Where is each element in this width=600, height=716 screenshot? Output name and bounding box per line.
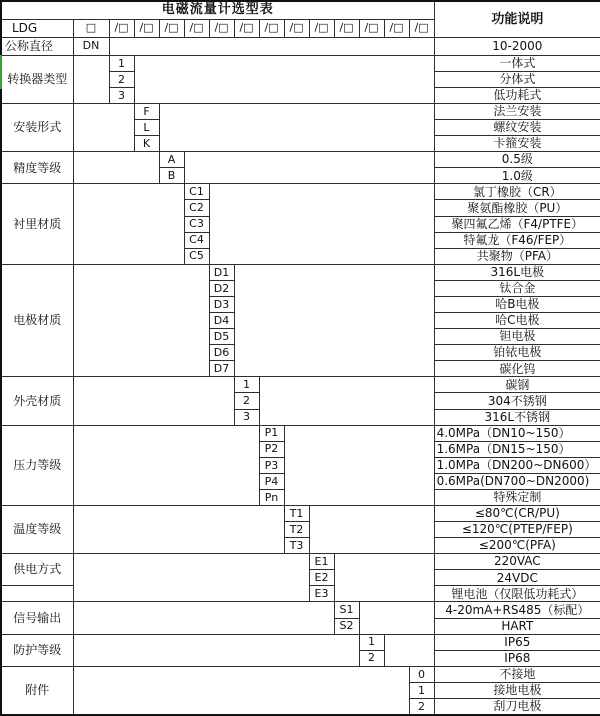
code-cell: 1 <box>409 682 434 698</box>
desc-cell: 0.6MPa(DN700~DN2000) <box>434 473 600 489</box>
code-cell: 1 <box>234 377 259 393</box>
section-label-accessories: 附件 <box>1 666 73 715</box>
desc-cell: 钛合金 <box>434 280 600 296</box>
code-slot-icon: /□ <box>409 19 434 37</box>
desc-cell: IP65 <box>434 634 600 650</box>
code-cell: D6 <box>209 345 234 361</box>
desc-cell: 聚氨酯橡胶（PU） <box>434 200 600 216</box>
desc-cell: 不接地 <box>434 666 600 682</box>
code-cell: 1 <box>359 634 384 650</box>
spacer-cell <box>284 425 434 505</box>
code-slot-icon: /□ <box>109 19 134 37</box>
table-title: 电磁流量计选型表 <box>1 1 434 19</box>
desc-cell: 接地电极 <box>434 682 600 698</box>
code-cell: 3 <box>234 409 259 425</box>
code-cell: P2 <box>259 441 284 457</box>
spacer-cell <box>73 184 184 264</box>
desc-cell: 螺纹安装 <box>434 120 600 136</box>
desc-cell: 304不锈钢 <box>434 393 600 409</box>
desc-cell: ≤80℃(CR/PU) <box>434 505 600 521</box>
desc-cell: HART <box>434 618 600 634</box>
code-cell: S1 <box>334 602 359 618</box>
code-cell: 2 <box>359 650 384 666</box>
spacer-cell <box>73 634 359 666</box>
code-slot-icon: /□ <box>259 19 284 37</box>
code-cell: C5 <box>184 248 209 264</box>
code-cell: 0 <box>409 666 434 682</box>
code-cell: D5 <box>209 329 234 345</box>
section-label-accuracy-grade: 精度等级 <box>1 152 73 184</box>
desc-cell: 4-20mA+RS485（标配） <box>434 602 600 618</box>
desc-cell: 特氟龙（F46/FEP） <box>434 232 600 248</box>
code-slot-icon: /□ <box>184 19 209 37</box>
desc-cell: 316L不锈钢 <box>434 409 600 425</box>
code-cell: D3 <box>209 296 234 312</box>
code-slot-icon: /□ <box>234 19 259 37</box>
desc-cell: 哈C电极 <box>434 313 600 329</box>
desc-cell: 一体式 <box>434 55 600 71</box>
code-cell: P3 <box>259 457 284 473</box>
code-cell: T1 <box>284 505 309 521</box>
code-cell: A <box>159 152 184 168</box>
code-cell: C4 <box>184 232 209 248</box>
code-cell: E2 <box>309 570 334 586</box>
scan-artifact <box>0 55 2 89</box>
section-label-installation-type: 安装形式 <box>1 104 73 152</box>
spacer-cell <box>73 55 109 103</box>
code-cell: 2 <box>234 393 259 409</box>
desc-cell: 低功耗式 <box>434 87 600 103</box>
code-slot-icon: /□ <box>159 19 184 37</box>
section-label-electrode-material: 电极材质 <box>1 264 73 377</box>
code-cell: T2 <box>284 522 309 538</box>
spacer-cell <box>159 104 434 152</box>
spacer-cell <box>73 152 159 184</box>
desc-cell: 共聚物（PFA） <box>434 248 600 264</box>
section-label-housing-material: 外壳材质 <box>1 377 73 425</box>
code-cell: Pn <box>259 489 284 505</box>
spacer-cell <box>1 586 73 602</box>
code-cell: P4 <box>259 473 284 489</box>
spacer-cell <box>359 602 434 634</box>
spacer-cell <box>73 264 209 377</box>
section-label-temperature-rating: 温度等级 <box>1 505 73 553</box>
code-slot-icon: /□ <box>134 19 159 37</box>
spacer-cell <box>309 505 434 553</box>
section-label-pressure-rating: 压力等级 <box>1 425 73 505</box>
desc-cell: 碳化钨 <box>434 361 600 377</box>
desc-cell: 10-2000 <box>434 37 600 55</box>
code-cell: S2 <box>334 618 359 634</box>
code-cell: D4 <box>209 313 234 329</box>
code-cell: C3 <box>184 216 209 232</box>
desc-cell: 1.0级 <box>434 168 600 184</box>
code-cell: T3 <box>284 538 309 554</box>
desc-cell: 锂电池（仅限低功耗式） <box>434 586 600 602</box>
code-cell: D1 <box>209 264 234 280</box>
code-cell: B <box>159 168 184 184</box>
desc-cell: 1.0MPa（DN200~DN600） <box>434 457 600 473</box>
spacer-cell <box>73 425 259 505</box>
spacer-cell <box>134 55 434 103</box>
code-cell: DN <box>73 37 109 55</box>
code-cell: E3 <box>309 586 334 602</box>
code-slot-icon: /□ <box>359 19 384 37</box>
code-cell: E1 <box>309 554 334 570</box>
function-column-header: 功能说明 <box>434 1 600 37</box>
section-label-nominal-diameter: 公称直径 <box>1 37 73 55</box>
section-label-power-supply: 供电方式 <box>1 554 73 586</box>
desc-cell: IP68 <box>434 650 600 666</box>
spacer-cell <box>73 602 334 634</box>
desc-cell: ≤120℃(PTEP/FEP) <box>434 522 600 538</box>
spacer-cell <box>73 104 134 152</box>
desc-cell: 氯丁橡胶（CR） <box>434 184 600 200</box>
code-cell: D2 <box>209 280 234 296</box>
code-cell: F <box>134 104 159 120</box>
desc-cell: 4.0MPa（DN10~150） <box>434 425 600 441</box>
desc-cell: 0.5级 <box>434 152 600 168</box>
section-label-protection-rating: 防护等级 <box>1 634 73 666</box>
desc-cell: 聚四氟乙烯（F4/PTFE） <box>434 216 600 232</box>
section-label-liner-material: 衬里材质 <box>1 184 73 264</box>
desc-cell: 分体式 <box>434 71 600 87</box>
spacer-cell <box>73 505 284 553</box>
code-cell: C1 <box>184 184 209 200</box>
code-cell: 2 <box>109 71 134 87</box>
spacer-cell <box>209 184 434 264</box>
desc-cell: 220VAC <box>434 554 600 570</box>
code-cell: 1 <box>109 55 134 71</box>
desc-cell: 卡箍安装 <box>434 136 600 152</box>
code-slot-icon: /□ <box>334 19 359 37</box>
spacer-cell <box>184 152 434 184</box>
code-slot-icon: /□ <box>209 19 234 37</box>
code-cell: C2 <box>184 200 209 216</box>
desc-cell: 24VDC <box>434 570 600 586</box>
desc-cell: 1.6MPa（DN15~150） <box>434 441 600 457</box>
code-cell: K <box>134 136 159 152</box>
code-cell: P1 <box>259 425 284 441</box>
code-cell: 2 <box>409 698 434 715</box>
code-cell: L <box>134 120 159 136</box>
spacer-cell <box>334 554 434 602</box>
spacer-cell <box>384 634 434 666</box>
code-slot-icon: /□ <box>309 19 334 37</box>
desc-cell: 特殊定制 <box>434 489 600 505</box>
spacer-cell <box>73 666 409 715</box>
desc-cell: 哈B电极 <box>434 296 600 312</box>
section-label-converter-type: 转换器类型 <box>1 55 73 103</box>
code-cell: 3 <box>109 87 134 103</box>
desc-cell: 铂铱电极 <box>434 345 600 361</box>
desc-cell: 钽电极 <box>434 329 600 345</box>
spacer-cell <box>234 264 434 377</box>
desc-cell: 刮刀电极 <box>434 698 600 715</box>
code-slot-icon: /□ <box>284 19 309 37</box>
code-slot-icon: /□ <box>384 19 409 37</box>
model-prefix: LDG <box>1 19 73 37</box>
desc-cell: 法兰安装 <box>434 104 600 120</box>
desc-cell: 316L电极 <box>434 264 600 280</box>
desc-cell: 碳钢 <box>434 377 600 393</box>
spacer-cell <box>73 554 309 602</box>
code-box-icon: □ <box>73 19 109 37</box>
code-cell: D7 <box>209 361 234 377</box>
spacer-cell <box>109 37 434 55</box>
desc-cell: ≤200℃(PFA) <box>434 538 600 554</box>
section-label-signal-output: 信号输出 <box>1 602 73 634</box>
spacer-cell <box>259 377 434 425</box>
spacer-cell <box>73 377 234 425</box>
